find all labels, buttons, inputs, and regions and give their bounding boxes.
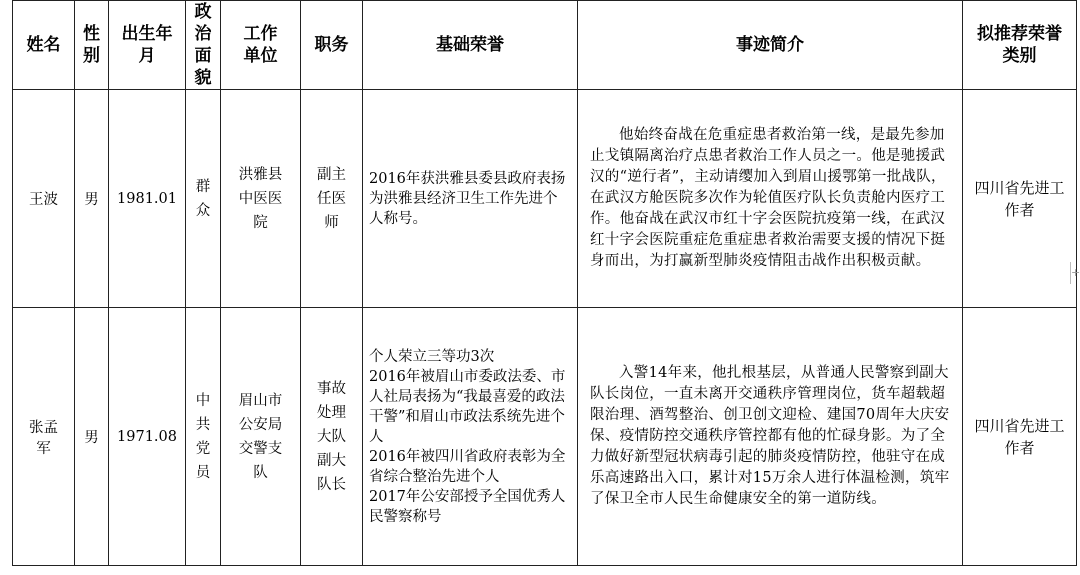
header-position: 职务 [301, 1, 363, 90]
expand-button[interactable] [1070, 262, 1080, 284]
header-unit: 工作单位 [221, 1, 301, 90]
cell-honors: 2016年获洪雅县委县政府表扬为洪雅县经济卫生工作先进个人称号。 [363, 90, 578, 308]
honor-table [12, 0, 1077, 566]
cell-gender: 男 [75, 90, 109, 308]
cell-position: 副主任医师 [301, 90, 363, 308]
cell-unit: 眉山市公安局交警支队 [221, 308, 301, 566]
header-name: 姓名 [13, 1, 75, 90]
header-category: 拟推荐荣誉类别 [963, 1, 1077, 90]
cell-position: 事故处理大队副大队长 [301, 308, 363, 566]
cell-name: 张孟军 [13, 308, 75, 566]
cell-deeds: 入警14年来，他扎根基层，从普通人民警察到副大队长岗位，一直未离开交通秩序管理岗位，货车超载超限治理、酒驾整治、创卫创文迎检、建国70周年大庆安保、疫情防控交通秩序管控都有他的忙碌身影。为了全力做好新型冠状病毒引起的肺炎疫情防控，他驻守在成乐高速路出入口，累计对15万余人进行体温检测，筑牢了保卫全市人民生命健康安全的第一道防线。 [578, 308, 963, 566]
cell-deeds: 他始终奋战在危重症患者救治第一线，是最先参加止戈镇隔离治疗点患者救治工作人员之一。他是驰援武汉的“逆行者”，主动请缨加入到眉山援鄂第一批战队，在武汉方舱医院多次作为轮值医疗队长负责舱内医疗工作。他奋战在武汉市红十字会医院抗疫第一线，在武汉红十字会医院重症危重症患者救治需要支援的情况下挺身而出，为打赢新型肺炎疫情阻击战作出积极贡献。 [578, 90, 963, 308]
table-row [13, 90, 1077, 308]
header-gender: 性别 [75, 1, 109, 90]
cell-name: 王波 [13, 90, 75, 308]
cell-category: 四川省先进工作者 [963, 90, 1077, 308]
table-header-row [13, 1, 1077, 90]
cell-category: 四川省先进工作者 [963, 308, 1077, 566]
cell-political: 中共党员 [186, 308, 221, 566]
cell-unit: 洪雅县中医医院 [221, 90, 301, 308]
header-political: 政治面貌 [186, 1, 221, 90]
header-honors: 基础荣誉 [363, 1, 578, 90]
plus-icon: + [1071, 266, 1080, 279]
cell-political: 群众 [186, 90, 221, 308]
cell-birth: 1971.08 [109, 308, 186, 566]
cell-gender: 男 [75, 308, 109, 566]
cell-honors: 个人荣立三等功3次 2016年被眉山市委政法委、市人社局表扬为“我最喜爱的政法干警”和眉山市政法系统先进个人 2016年被四川省政府表彰为全省综合整治先进个人 2017年公安部授予全国优秀人民警察称号 [363, 308, 578, 566]
table-row [13, 308, 1077, 566]
header-birth: 出生年月 [109, 1, 186, 90]
cell-birth: 1981.01 [109, 90, 186, 308]
header-deeds: 事迹简介 [578, 1, 963, 90]
